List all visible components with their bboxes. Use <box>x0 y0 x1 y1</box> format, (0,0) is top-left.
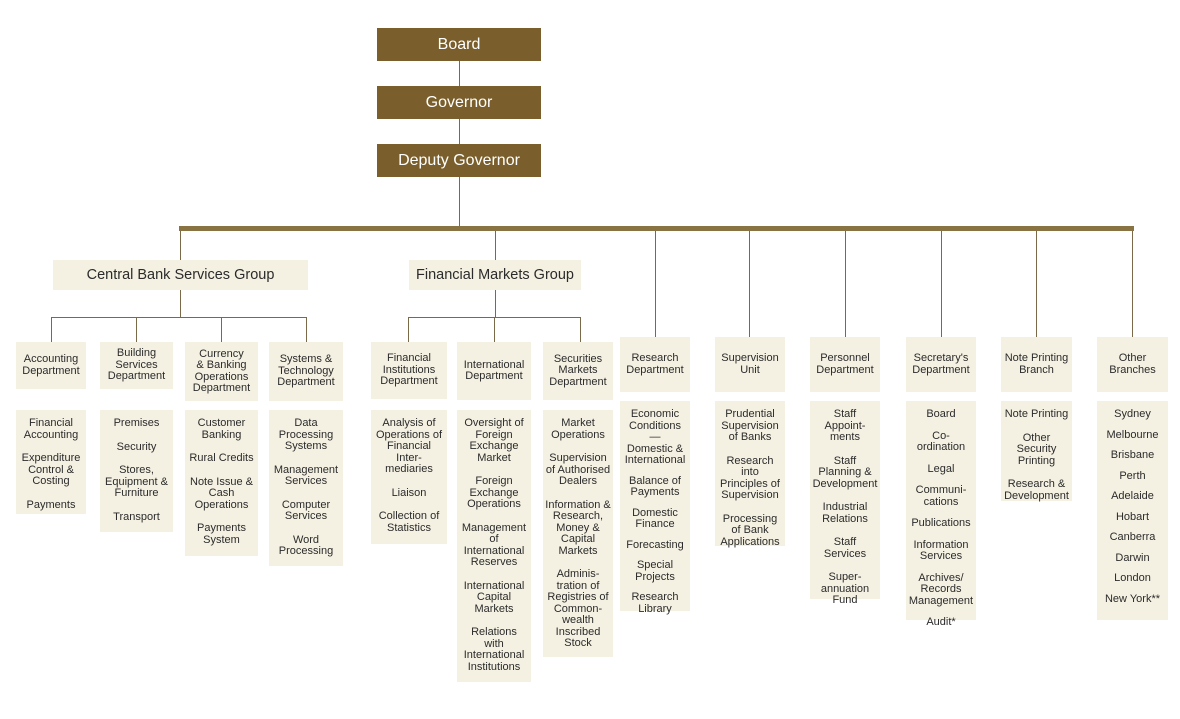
function-item: Market Operations <box>551 417 605 441</box>
function-item: Management of International Reserves <box>461 521 527 568</box>
function-item: Board <box>926 408 956 420</box>
function-item: Foreign Exchange Operations <box>467 475 521 510</box>
dept-functions-personnel <box>810 401 880 606</box>
dept-functions-currency <box>185 410 258 556</box>
central-bank-services-group-label: Central Bank Services Group <box>86 267 275 283</box>
dept-name: Note Printing Branch <box>1004 352 1069 376</box>
dept-header-systems <box>269 342 343 401</box>
function-item: Research Library <box>631 591 679 615</box>
function-item: Perth <box>1119 469 1146 482</box>
function-item: Staff Services <box>823 536 867 560</box>
function-item: Staff Planning & Development <box>812 454 878 490</box>
dept-name: Personnel Department <box>816 352 874 376</box>
function-item: Note Issue & Cash Operations <box>190 475 253 511</box>
deputy-governor-label: Deputy Governor <box>398 151 520 169</box>
dept-header-research <box>620 337 690 392</box>
connector-bar-note-printing <box>1036 231 1037 337</box>
function-item: Hobart <box>1115 510 1150 523</box>
function-item: Rural Credits <box>189 452 254 464</box>
dept-functions-other <box>1097 401 1168 620</box>
function-item: Customer Banking <box>197 417 246 441</box>
dept-functions-international <box>457 410 531 682</box>
connector-bar-secretary <box>941 231 942 337</box>
connector-cbs-horizontal <box>51 317 307 318</box>
dept-header-personnel <box>810 337 880 392</box>
function-item: Melbourne <box>1106 428 1159 441</box>
function-item: Special Projects <box>635 559 675 583</box>
dept-name: Accounting Department <box>22 353 80 377</box>
dept-header-international <box>457 342 531 400</box>
dept-functions-note_printing <box>1001 401 1072 501</box>
dept-functions-research <box>620 401 690 615</box>
dept-header-fid <box>371 342 447 399</box>
function-item: London <box>1114 572 1151 584</box>
dept-header-securities <box>543 342 613 400</box>
connector-bar-fm-group <box>495 231 496 260</box>
function-item: Adelaide <box>1111 490 1154 502</box>
connector-cbs-down <box>180 290 181 317</box>
connector-bar-supervision <box>749 231 750 337</box>
function-item: Data Processing Systems <box>278 417 334 452</box>
function-item: Sydney <box>1114 408 1151 420</box>
dept-name: Supervision Unit <box>721 352 779 376</box>
function-item: Research & Development <box>1004 478 1069 502</box>
dept-name: Systems & Technology Department <box>277 353 335 389</box>
function-item: Industrial Relations <box>822 501 868 525</box>
function-item: Security <box>116 440 157 453</box>
connector-fm-international <box>494 317 495 342</box>
dept-name: Financial Institutions Department <box>380 352 438 388</box>
function-item: Liaison <box>391 486 427 499</box>
dept-name: Building Services Department <box>107 347 166 383</box>
dept-header-accounting <box>16 342 86 389</box>
dept-header-note_printing <box>1001 337 1072 392</box>
function-item: Management Services <box>273 463 339 487</box>
dept-functions-fid <box>371 410 447 544</box>
dept-functions-secretary <box>906 401 976 628</box>
dept-name: Other Branches <box>1109 352 1156 376</box>
function-item: Co-ordination <box>916 429 966 453</box>
function-item: Darwin <box>1115 551 1150 564</box>
board-label: Board <box>437 35 481 53</box>
connector-fm-securities <box>580 317 581 342</box>
function-item: Research into Principles of Supervision <box>720 454 780 501</box>
function-item: Other Security Printing <box>1016 431 1057 467</box>
function-item: Staff Appoint- ments <box>824 408 866 443</box>
function-item: Supervision of Authorised Dealers <box>545 452 611 487</box>
function-item: Payments <box>26 498 76 511</box>
connector-bar-cbs-group <box>180 231 181 260</box>
function-item: Relations with International Institutions <box>463 626 525 673</box>
governor-label: Governor <box>425 93 493 111</box>
dept-name: International Department <box>463 358 525 382</box>
function-item: Communi- cations <box>915 484 967 508</box>
function-item: Adminis- tration of Registries of Common- wealth Inscribed Stock <box>547 568 609 649</box>
connector-fm-fid <box>408 317 409 342</box>
dept-header-currency <box>185 342 258 401</box>
connector-bar-other <box>1132 231 1133 337</box>
main-horizontal-bar <box>179 226 1134 231</box>
function-item: International Capital Markets <box>463 579 525 615</box>
function-item: Computer Services <box>281 498 331 522</box>
connector-deputy-bar <box>459 177 460 227</box>
function-item: Balance of Payments <box>629 474 681 498</box>
function-item: Analysis of Operations of Financial Inter- mediaries <box>375 417 443 475</box>
dept-name: Secretary's Department <box>912 352 970 376</box>
dept-functions-building <box>100 410 173 532</box>
connector-fm-down <box>495 290 496 317</box>
connector-cbs-systems <box>306 317 307 342</box>
function-item: Domestic Finance <box>632 506 678 530</box>
function-item: Transport <box>113 510 160 523</box>
function-item: Prudential Supervision of Banks <box>721 408 779 443</box>
central-bank-services-group-box <box>53 260 308 290</box>
function-item: Brisbane <box>1110 449 1155 461</box>
connector-cbs-currency <box>221 317 222 342</box>
dept-name: Currency & Banking Operations Department <box>192 347 251 394</box>
dept-header-other <box>1097 337 1168 392</box>
dept-functions-securities <box>543 410 613 657</box>
function-item: Archives/ Records Management <box>908 571 974 607</box>
dept-name: Securities Markets Department <box>549 352 607 388</box>
function-item: Collection of Statistics <box>378 510 440 534</box>
function-item: Canberra <box>1109 531 1156 543</box>
function-item: Oversight of Foreign Exchange Market <box>464 417 524 464</box>
function-item: Forecasting <box>626 538 684 551</box>
financial-markets-group-label: Financial Markets Group <box>416 267 574 283</box>
dept-name: Research Department <box>626 352 684 376</box>
governor-box <box>377 86 541 119</box>
dept-header-building <box>100 342 173 389</box>
function-item: Expenditure Control & Costing <box>21 452 81 487</box>
function-item: New York** <box>1104 592 1161 605</box>
board-box <box>377 28 541 61</box>
function-item: Premises <box>113 417 160 429</box>
function-item: Stores, Equipment & Furniture <box>105 464 168 499</box>
function-item: Payments System <box>197 522 246 546</box>
function-item: Legal <box>927 462 955 475</box>
connector-bar-research <box>655 231 656 337</box>
connector-bar-personnel <box>845 231 846 337</box>
function-item: Processing of Bank Applications <box>720 512 780 548</box>
function-item: Audit* <box>926 616 956 628</box>
connector-board-governor <box>459 61 460 86</box>
dept-header-supervision <box>715 337 785 392</box>
deputy-governor-box <box>377 144 541 177</box>
function-item: Economic Conditions — Domestic & International <box>624 408 686 466</box>
dept-functions-supervision <box>715 401 785 546</box>
dept-functions-systems <box>269 410 343 566</box>
function-item: Financial Accounting <box>23 417 79 441</box>
function-item: Super- annuation Fund <box>820 571 870 606</box>
connector-cbs-accounting <box>51 317 52 342</box>
function-item: Word Processing <box>278 533 334 557</box>
financial-markets-group-box <box>409 260 581 290</box>
function-item: Note Printing <box>1004 408 1069 420</box>
dept-header-secretary <box>906 337 976 392</box>
function-item: Information Services <box>913 538 969 562</box>
connector-governor-deputy <box>459 119 460 144</box>
function-item: Information & Research, Money & Capital Markets <box>545 498 611 557</box>
dept-functions-accounting <box>16 410 86 514</box>
connector-cbs-building <box>136 317 137 342</box>
function-item: Publications <box>911 517 971 529</box>
